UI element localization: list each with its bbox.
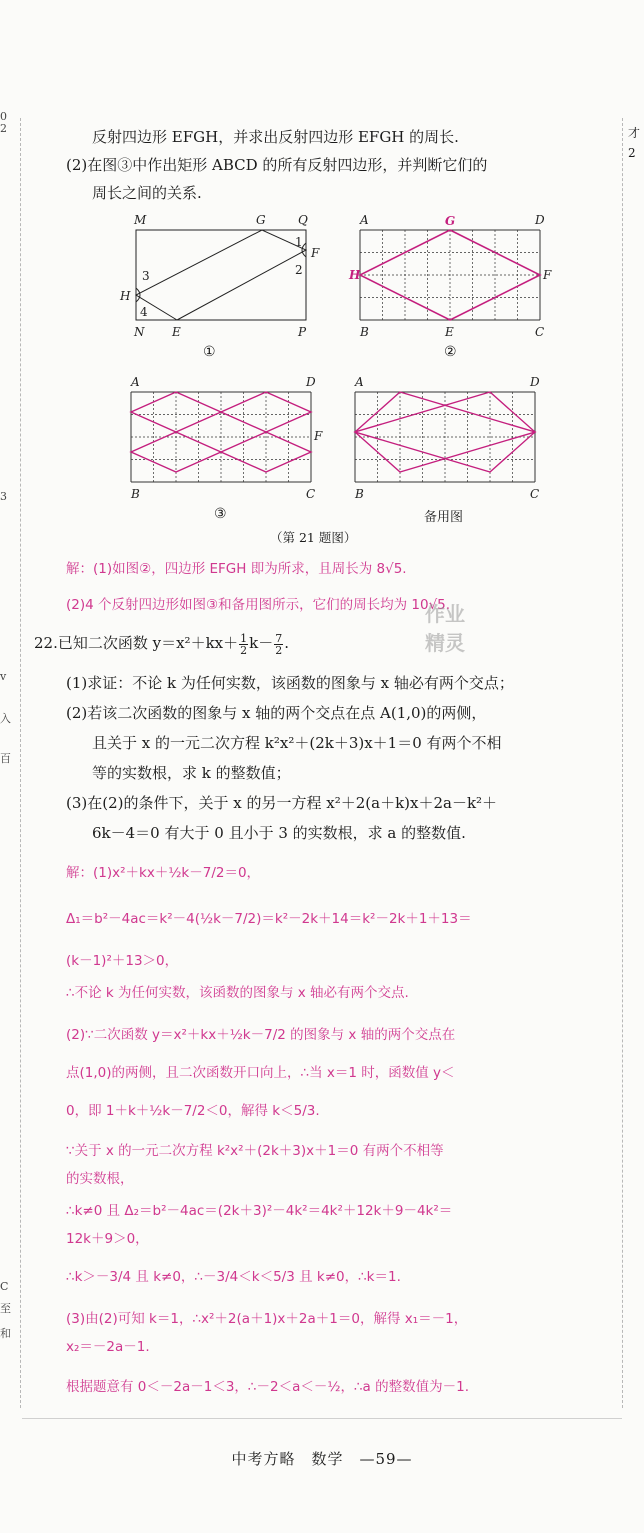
margin-char: 2 (0, 122, 7, 135)
margin-char: 至 (0, 1302, 11, 1315)
fig2-label: A (360, 213, 369, 227)
answer-22-line: (3)由(2)可知 k＝1，∴x²＋2(a＋1)x＋2a＋1＝0，解得 x₁＝－1， (66, 1311, 468, 1327)
fig1-label: M (134, 213, 147, 227)
fig1-label: P (298, 325, 307, 339)
fig3-label: A (131, 375, 140, 389)
intro-line-3: 周长之间的关系. (92, 184, 202, 202)
fraction: $\frac{7}{2}$ (275, 631, 283, 657)
fig1-label: 1 (295, 235, 303, 249)
fig2-label: D (535, 213, 545, 227)
page-footer: 中考方略 数学 —59— (231, 1450, 413, 1468)
answer-22-line: 根据题意有 0＜－2a－1＜3，∴－2＜a＜－½，∴a 的整数值为－1. (66, 1379, 469, 1395)
fig1-label: N (134, 325, 145, 339)
figure-1 (112, 210, 332, 345)
answer-22-line: (k－1)²＋13＞0， (66, 953, 179, 969)
grid-lines (131, 392, 311, 482)
fig1-label: F (311, 246, 320, 260)
margin-char: v (0, 670, 7, 683)
fig2-label: F (543, 268, 552, 282)
fig4-label: C (530, 487, 540, 501)
fig3-label: D (306, 375, 316, 389)
intro-line-2: (2)在图③中作出矩形 ABCD 的所有反射四边形，并判断它们的 (66, 156, 488, 174)
fig1-label: 2 (295, 263, 303, 277)
question-22-part-2-line-1: (2)若该二次函数的图象与 x 轴的两个交点在点 A(1,0)的两侧， (66, 704, 487, 722)
fig2-label: E (445, 325, 454, 339)
figure-4 (350, 372, 550, 507)
left-margin-fragment (0, 110, 11, 1410)
fig4-label: D (530, 375, 540, 389)
fig1-label: 3 (142, 269, 150, 283)
fig3-label: F (314, 429, 323, 443)
fig1-label: H (120, 289, 131, 303)
answer-22-line: ∴不论 k 为任何实数，该函数的图象与 x 轴必有两个交点. (66, 985, 409, 1001)
answer-22-line: 点(1,0)的两侧，且二次函数开口向上，∴当 x＝1 时，函数值 y＜ (66, 1065, 455, 1081)
answer-21-line-2: (2)4 个反射四边形如图③和备用图所示，它们的周长均为 10√5. (66, 597, 451, 613)
right-divider (622, 118, 623, 1408)
right-margin-char: 2 (628, 146, 636, 160)
answer-22-line: Δ₁＝b²－4ac＝k²－4(½k－7/2)＝k²－2k＋14＝k²－2k＋1＋13＝ (66, 911, 472, 927)
figure-3 (126, 372, 326, 507)
fig2-label: G (445, 214, 456, 228)
footer-rule (22, 1418, 622, 1419)
figure-4-caption: 备用图 (424, 510, 464, 525)
margin-char: 入 (0, 712, 11, 725)
fig4-label: B (355, 487, 364, 501)
intro-line-1: 反射四边形 EFGH，并求出反射四边形 EFGH 的周长. (92, 128, 459, 146)
question-22-part-2-line-2: 且关于 x 的一元二次方程 k²x²＋(2k＋3)x＋1＝0 有两个不相 (92, 734, 502, 752)
margin-char: 和 (0, 1327, 11, 1340)
answer-22-line: ∵关于 x 的一元二次方程 k²x²＋(2k＋3)x＋1＝0 有两个不相等 (66, 1143, 444, 1159)
figure-3-caption: ③ (214, 506, 227, 522)
margin-char: 0 (0, 110, 7, 123)
fraction: $\frac{1}{2}$ (240, 631, 248, 657)
answer-22-line: x₂＝－2a－1. (66, 1339, 150, 1355)
answer-22-line: ∴k＞－3/4 且 k≠0，∴－3/4＜k＜5/3 且 k≠0，∴k＝1. (66, 1269, 401, 1285)
margin-char: 百 (0, 752, 11, 765)
fig2-label: C (535, 325, 545, 339)
figure-caption: （第 21 题图） (270, 530, 357, 545)
fig3-label: C (306, 487, 316, 501)
margin-char: C (0, 1280, 9, 1293)
answer-22-line: 解：(1)x²＋kx＋½k－7/2＝0， (66, 865, 261, 881)
question-22-part-3-line-1: (3)在(2)的条件下，关于 x 的另一方程 x²＋2(a＋k)x＋2a－k²＋ (66, 794, 498, 812)
fig1-label: 4 (140, 305, 148, 319)
fig1-label: G (256, 213, 266, 227)
right-margin-char: 才 (628, 126, 641, 140)
answer-22-line: 12k＋9＞0， (66, 1231, 149, 1247)
left-divider (20, 118, 21, 1408)
question-22-part-3-line-2: 6k－4＝0 有大于 0 且小于 3 的实数根，求 a 的整数值. (92, 824, 466, 842)
fig2-label: B (360, 325, 369, 339)
fig1-label: E (172, 325, 181, 339)
grid-lines (360, 230, 540, 320)
answer-21-line-1: 解：(1)如图②，四边形 EFGH 即为所求，且周长为 8√5. (66, 561, 407, 577)
answer-22-line: (2)∵二次函数 y＝x²＋kx＋½k－7/2 的图象与 x 轴的两个交点在 (66, 1027, 456, 1043)
answer-22-line: ∴k≠0 且 Δ₂＝b²－4ac＝(2k＋3)²－4k²＝4k²＋12k＋9－4k²＝ (66, 1203, 453, 1219)
figure-1-caption: ① (203, 344, 216, 360)
watermark-stamp: 作业 精灵 (425, 602, 465, 655)
question-22-part-2-line-3: 等的实数根，求 k 的整数值； (92, 764, 291, 782)
fig1-label: Q (298, 213, 308, 227)
figure-2-caption: ② (444, 344, 457, 360)
fig3-label: B (131, 487, 140, 501)
fig4-label: A (355, 375, 364, 389)
answer-22-line: 0，即 1＋k＋½k－7/2＜0，解得 k＜5/3. (66, 1103, 320, 1119)
question-22-stem: 22.已知二次函数 y＝x²＋kx＋ $\frac{1}{2}$ k－ $\frac{7}{2}$ . (34, 631, 289, 657)
margin-char: 3 (0, 490, 7, 503)
question-22-part-1: (1)求证：不论 k 为任何实数，该函数的图象与 x 轴必有两个交点； (66, 674, 514, 692)
fig2-label: H (349, 268, 361, 282)
answer-22-line: 的实数根， (66, 1171, 134, 1187)
figure-2 (349, 210, 555, 345)
